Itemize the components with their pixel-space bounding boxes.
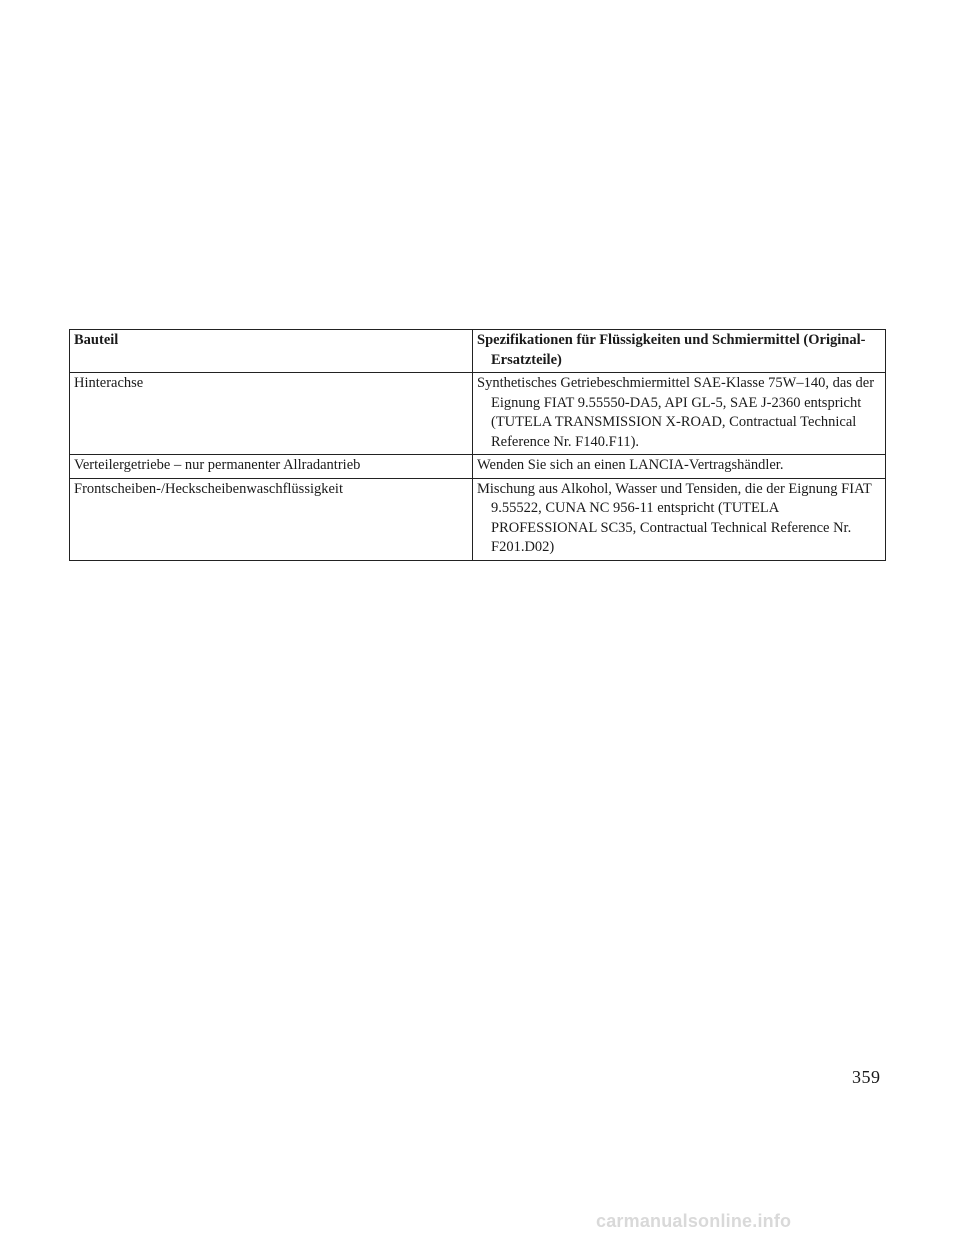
page-number: 359 (852, 1067, 881, 1087)
row-spec: Mischung aus Alkohol, Wasser und Tensiden, die der Eignung FIAT 9.55522, CUNA NC 956-11 entspricht (TUTELA PROFESSIONAL SC35, Contractual Technical Reference Nr. F201.D02) (473, 478, 886, 560)
fluid-spec-table (69, 329, 886, 561)
header-spec (473, 330, 886, 373)
table-row (70, 373, 886, 455)
row-component: Verteilergetriebe – nur permanenter Allradantrieb (70, 455, 473, 479)
table-row (70, 478, 886, 560)
watermark: carmanualsonline.info (596, 1211, 792, 1231)
row-spec: Wenden Sie sich an einen LANCIA-Vertragshändler. (473, 455, 886, 479)
row-component: Hinterachse (70, 373, 473, 455)
header-spec-line2: (Original-Ersatzteile) (491, 332, 866, 368)
header-spec-line1: Spezifikationen für Flüssigkeiten und Schmiermittel (477, 332, 800, 348)
row-spec: Synthetisches Getriebeschmiermittel SAE-Klasse 75W–140, das der Eignung FIAT 9.55550-DA5, API GL-5, SAE J-2360 entspricht (TUTELA TRANSMISSION X-ROAD, Contractual Technical Reference Nr. F140.F11). (473, 373, 886, 455)
table-row (70, 455, 886, 479)
table-header-row (70, 330, 886, 373)
header-component: Bauteil (70, 330, 473, 373)
row-component: Frontscheiben-/Heckscheibenwaschflüssigkeit (70, 478, 473, 560)
